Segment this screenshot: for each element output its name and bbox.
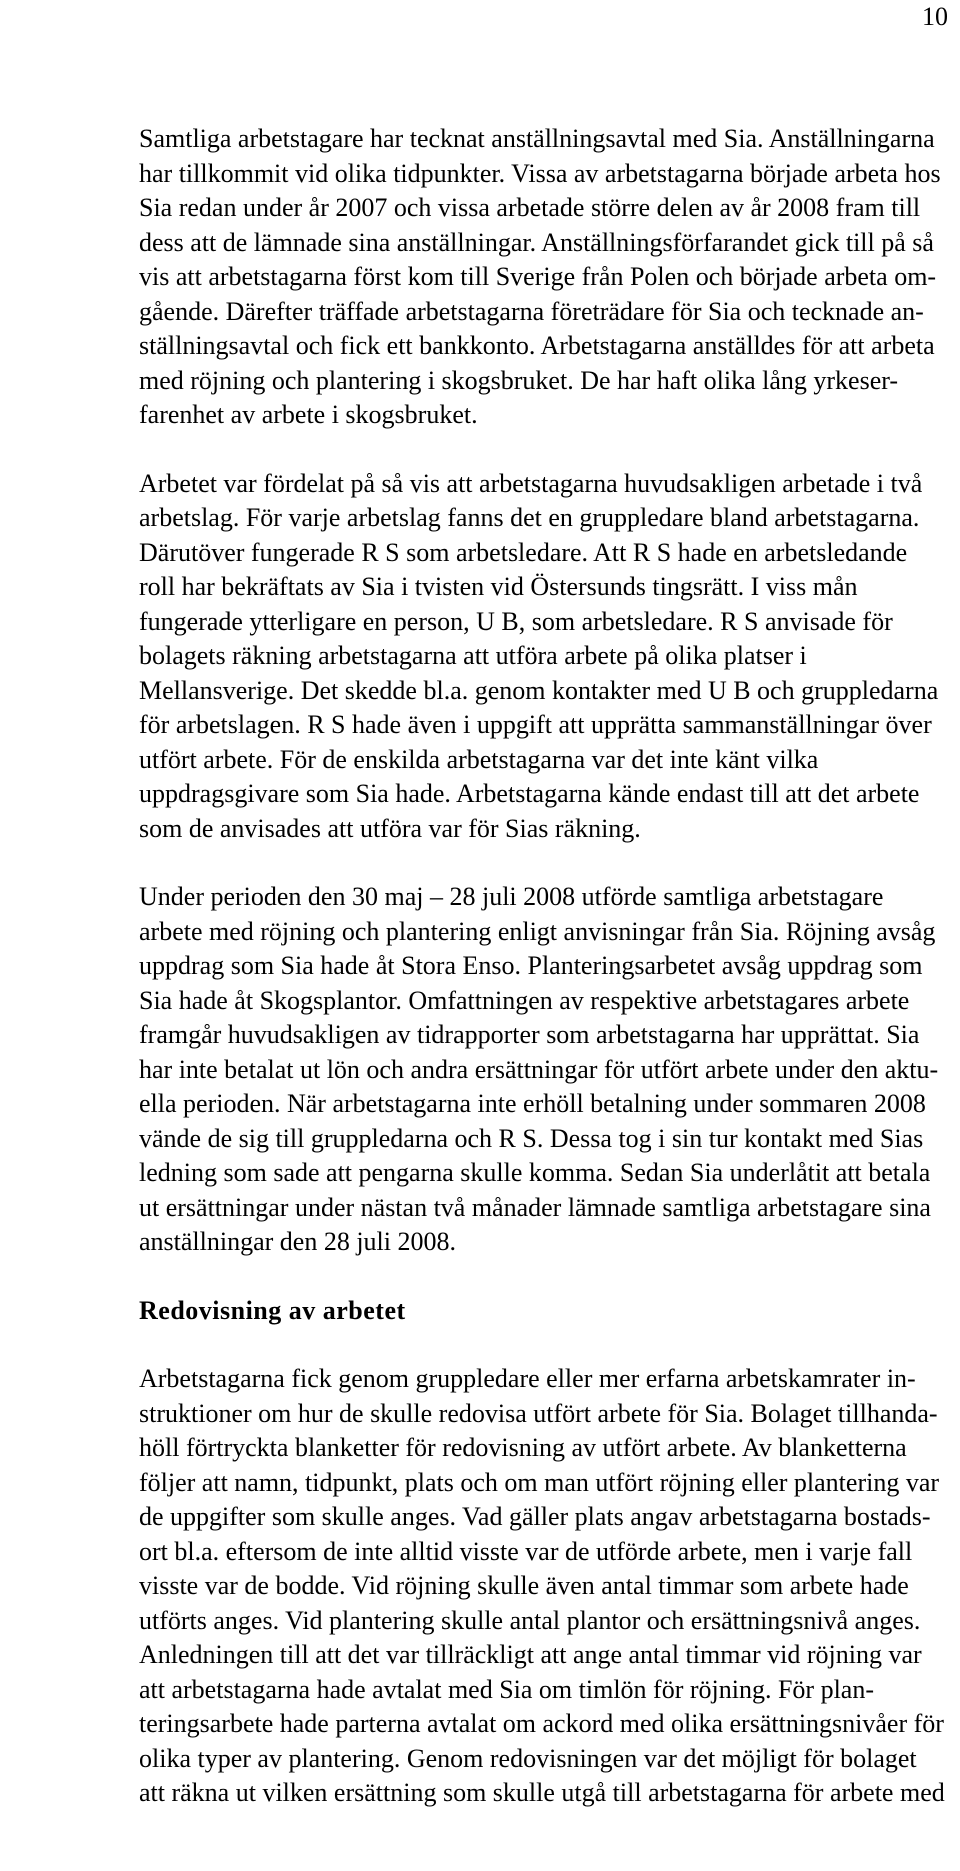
paragraph-employment: Samtliga arbetstagare har tecknat anställningsavtal med Sia. Anställningarna har tillkommit vid olika tidpunkter. Vissa av arbetstagarna började arbeta hos Sia redan under år 2007 och vissa arbetade större delen av år 2008 fram till dess att de lämnade sina anställningar. Anställningsförfarandet gick till på så vis att arbetstagarna först kom till Sverige från Polen och började arbeta om- gående. Därefter träffade arbetstagarna företrädare för Sia och tecknade an- ställningsavtal och fick ett bankkonto. Arbetstagarna anställdes för att arbeta med röjning och plantering i skogsbruket. De har haft olika lång yrkeser- farenhet av arbete i skogsbruket.: [139, 124, 941, 429]
paragraph-gap: [139, 1260, 951, 1294]
paragraph-gap: [139, 1328, 951, 1362]
page-number: 10: [922, 2, 948, 31]
paragraph-gap: [139, 433, 951, 467]
document-body: [139, 122, 951, 1811]
paragraph-work-period: Under perioden den 30 maj – 28 juli 2008 utförde samtliga arbetstagare arbete med röjning och plantering enligt anvisningar från Sia. Röjning avsåg uppdrag som Sia hade åt Stora Enso. Planteringsarbetet avsåg uppdrag som Sia hade åt Skogsplantor. Omfattningen av respektive arbetstagares arbete framgår huvudsakligen av tidrapporter som arbetstagarna har upprättat. Sia har inte betalat ut lön och andra ersättningar för utfört arbete under den aktu- ella perioden. När arbetstagarna inte erhöll betalning under sommaren 2008 vände de sig till gruppledarna och R S. Dessa tog i sin tur kontakt med Sias ledning som sade att pengarna skulle komma. Sedan Sia underlåtit att betala ut ersättningar under nästan två månader lämnade samtliga arbetstagare sina anställningar den 28 juli 2008.: [139, 882, 939, 1256]
paragraph-work-organisation: Arbetet var fördelat på så vis att arbetstagarna huvudsakligen arbetade i två arbetslag. För varje arbetslag fanns det en gruppledare bland arbetstagarna. Därutöver fungerade R S som arbetsledare. Att R S hade en arbetsledande roll har bekräftats av Sia i tvisten vid Östersunds tingsrätt. I viss mån fungerade ytterligare en person, U B, som arbetsledare. R S anvisade för bolagets räkning arbetstagarna att utföra arbete på olika platser i Mellansverige. Det skedde bl.a. genom kontakter med U B och gruppledarna för arbetslagen. R S hade även i uppgift att upprätta sammanställningar över utfört arbete. För de enskilda arbetstagarna var det inte känt vilka uppdragsgivare som Sia hade. Arbetstagarna kände endast till att det arbete som de anvisades att utföra var för Sias räkning.: [139, 468, 939, 843]
paragraph-gap: [139, 846, 951, 880]
paragraph-reporting: Arbetstagarna fick genom gruppledare eller mer erfarna arbetskamrater in- struktioner om hur de skulle redovisa utfört arbete för Sia. Bolaget tillhanda- höll förtryckta blanketter för redovisning av utfört arbete. Av blanketterna följer att namn, tidpunkt, plats och om man utfört röjning eller plantering var de uppgifter som skulle anges. Vad gäller plats angav arbetstagarna bostads- ort bl.a. eftersom de inte alltid visste var de utförde arbete, men i varje fall visste var de bodde. Vid röjning skulle även antal timmar som arbete hade utförts anges. Vid plantering skulle antal plantor och ersättningsnivå anges. Anledningen till att det var tillräckligt att ange antal timmar vid röjning var att arbetstagarna hade avtalat med Sia om timlön för röjning. För plan- teringsarbete hade parterna avtalat om ackord med olika ersättningsnivåer för olika typer av plantering. Genom redovisningen var det möjligt för bolaget att räkna ut vilken ersättning som skulle utgå till arbetstagarna för arbete med: [139, 1364, 945, 1807]
section-heading: Redovisning av arbetet: [139, 1295, 406, 1325]
